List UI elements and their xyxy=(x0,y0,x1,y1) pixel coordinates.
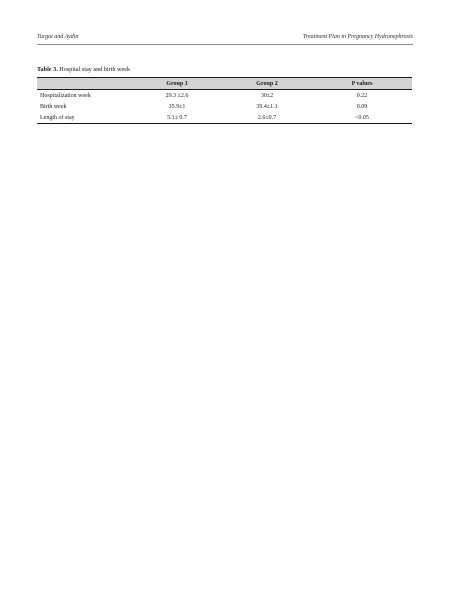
column-header-group-2: Group 2 xyxy=(222,78,312,90)
running-header xyxy=(37,33,413,45)
column-header-p-values: P values xyxy=(312,78,412,90)
row-label: Hospitalization week xyxy=(40,92,91,99)
column-header-group-1: Group 1 xyxy=(132,78,222,90)
table-caption xyxy=(37,66,130,74)
table-row xyxy=(37,90,412,102)
cell-group-2: 39.4±1.1 xyxy=(256,103,278,110)
header-authors: Turgut and Aydin xyxy=(37,34,79,40)
row-label: Birth week xyxy=(40,103,67,110)
cell-group-1: 35.9±1 xyxy=(168,103,186,110)
header-journal-title: Treatment Plan in Pregnancy Hydronephrosis xyxy=(302,34,413,40)
table-caption-label: Table 3. xyxy=(37,66,58,73)
hospital-stay-table xyxy=(37,77,412,124)
table-caption-text: Hospital stay and birth week xyxy=(57,66,131,73)
cell-p-value: 0.09 xyxy=(356,103,368,110)
cell-p-value: <0.05 xyxy=(312,112,412,124)
table-row xyxy=(37,101,412,112)
cell-group-2: 2.6±0.7 xyxy=(222,112,312,124)
column-header-blank xyxy=(37,78,132,90)
cell-p-value: 0.22 xyxy=(356,92,368,99)
cell-group-2: 30±2 xyxy=(260,92,274,99)
table-body xyxy=(37,90,412,124)
cell-group-1: 29.3 ±2.6 xyxy=(165,92,189,99)
table-header xyxy=(37,78,412,90)
cell-group-1: 5.1± 0.7 xyxy=(132,112,222,124)
table-header-row xyxy=(37,78,412,90)
table-row xyxy=(37,112,412,124)
row-label: Length of stay xyxy=(37,112,132,124)
